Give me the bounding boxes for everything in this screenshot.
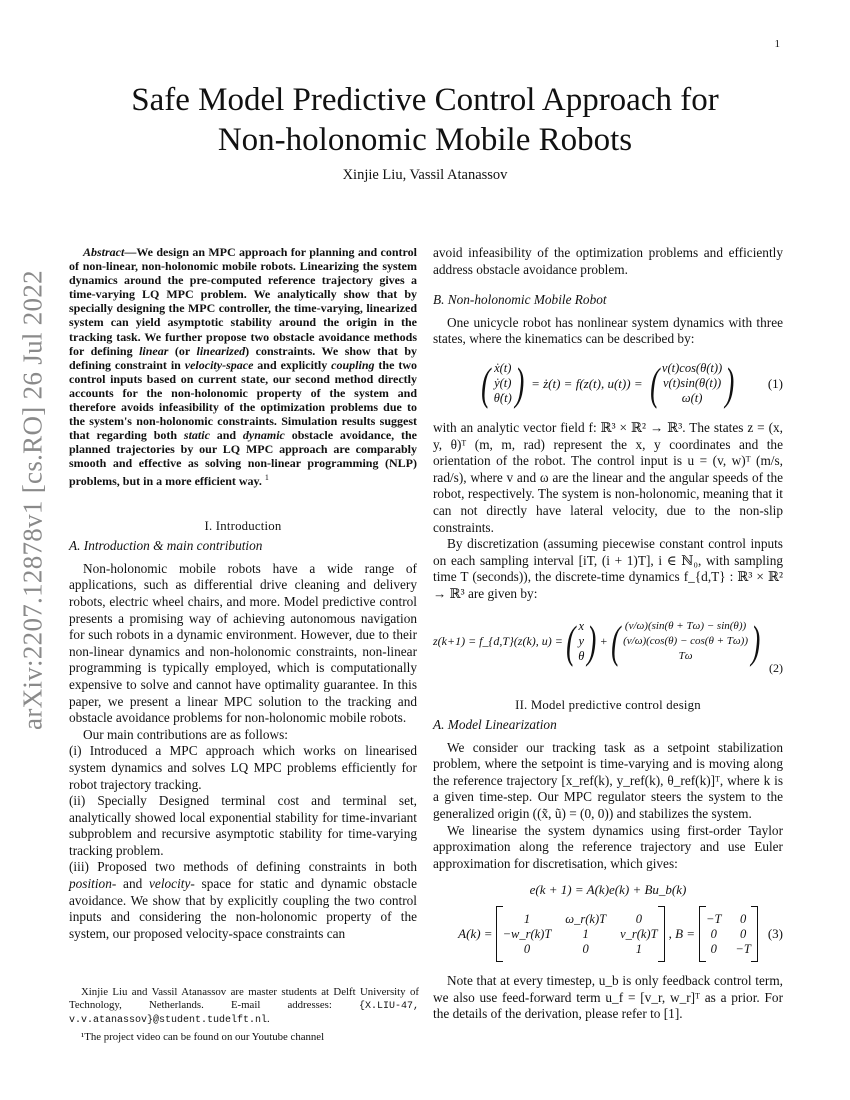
page-number: 1	[774, 38, 780, 50]
equation-3a: e(k + 1) = A(k)e(k) + Bu_b(k)	[529, 882, 687, 898]
matrix-entry: y	[578, 634, 585, 648]
matrix-entry: (v/ω)(sin(θ + Tω) − sin(θ))	[624, 620, 747, 632]
eq2-vector	[578, 619, 584, 664]
contribution-item-1: (i) Introduced a MPC approach which works on linearised system dynamics and solves LQ MPC problems efficiently for robot trajectory tracking.	[69, 743, 417, 792]
robot-paragraph-2: with an analytic vector field f: ℝ³ × ℝ² → ℝ³. The states z = (x, y, θ)ᵀ (m, m, rad) represent the x, y coordinates and the orientation of the robot. The control input is u = (v, w)ᵀ (m/s, rad/s), where v and ω are the linear and the angular speeds of the robot, respectively. The system is non-holonomic, meaning that it can not directly have lateral velocity, due to the non-slip constraints.	[433, 419, 783, 535]
robot-paragraph-3: By discretization (assuming piecewise constant control inputs on each sampling interval [iT, (i + 1)T], i ∈ ℕ₀, with sampling time T (seconds)), the discrete-time dynamics f_{d,T} : ℝ³ × ℝ² → ℝ³ are given by:	[433, 536, 783, 601]
equation-number: (3)	[767, 925, 783, 941]
matrix-entry: 1	[523, 911, 531, 926]
matrix-entry: v_r(k)T	[620, 926, 658, 941]
abstract-label: Abstract	[83, 245, 125, 259]
authors: Xinjie Liu, Vassil Atanassov	[342, 167, 508, 183]
equation-1: ( ẋ(t) ẏ(t) θ̇(t) ) = ż(t) = f(z(t), u(t)) = ( v(t)cos(θ(t)) v(t)sin(θ(t)) ω(t) ) (1)	[481, 357, 783, 409]
continued-text: avoid infeasibility of the optimization problems and efficiently address obstacle avoidance problem.	[433, 245, 783, 277]
linearization-paragraph-3: Note that at every timestep, u_b is only feedback control term, we also use feed-forward term u_f = [v_r, w_r]ᵀ as a prior. For the details of the derivation, please refer to [1].	[433, 973, 783, 1022]
matrix-A	[503, 912, 658, 957]
matrix-entry: 0	[710, 926, 717, 941]
matrix-entry: 0	[739, 911, 747, 926]
matrix-entry: v(t)cos(θ(t))	[661, 361, 723, 376]
email-addresses: {X.LIU-47, v.v.atanassov}@student.tudelft.nl	[69, 1001, 419, 1026]
matrix-B	[706, 912, 751, 957]
subsection-heading: A. Introduction & main contribution	[69, 538, 263, 554]
matrix-entry: 0	[635, 911, 642, 926]
matrix-entry: ẋ(t)	[494, 361, 512, 376]
arxiv-stamp	[17, 270, 48, 730]
abstract: Abstract—We design an MPC approach for planning and control of non-linear, non-holonomic mobile robots. Linearizing the system dynamics around the pre-computed reference trajectory gives a time-varying LQ MPC problem. We analytically show that by specially designing the MPC controller, the time-varying, linearized system can yield asymptotic stability around the origin in the tracking task. We further propose two obstacle avoidance methods for defining linear (or linearized) constraints. We show that by defining constraint in velocity-space and explicitly coupling the two control inputs based on current state, our second method directly accounts for the non-holonomic property of the system and therefore avoids infeasibility of the optimization problems due to the system's non-holonomic constraints. Simulation results suggest that regarding both static and dynamic obstacle avoidance, the planned trajectories by our LQ MPC approach are comparably smooth and effective as solving non-linear programming (NLP) problems, but in a more efficient way. $^1$	[69, 245, 417, 488]
intro-paragraph: Non-holonomic mobile robots have a wide range of applications, such as differential drive cleaning and delivery robots, electric wheel chairs, and more. Model predictive control presents a promising way of achieving autonomous navigation for such robots in a dynamic environment. However, due to their non-linear dynamics and non-holonomic constraints, non-linear programming is typically employed, which is computationally expensive to solve and cannot have optimality guarantee. In this paper, we present a linear MPC solution to the tracking and obstacle avoidance problems for non-holonomic mobile robots.	[69, 560, 417, 726]
equation-2: z(k+1) = f_{d,T}(z(k), u) = ( x y θ ) + ( (v/ω)(sin(θ + Tω) − sin(θ)) (v/ω)(cos(θ) − cos(θ + Tω)) Tω ) (2)	[433, 615, 783, 675]
equation-3: A(k) = 1 ω_r(k)T 0 −w_r(k)T 1 v_r(k)T 0 0 1 , B = −T 0 0 0 0 −T (3)	[433, 905, 783, 963]
matrix-entry: 0	[582, 941, 589, 956]
matrix-entry: Tω	[678, 650, 693, 662]
matrix-entry: 1	[635, 941, 642, 956]
equation-number: (1)	[767, 375, 783, 391]
linearization-paragraph-2: We linearise the system dynamics using first-order Taylor approximation along the reference trajectory and use Euler approximation for discretisation, which gives:	[433, 822, 783, 871]
matrix-entry: −w_r(k)T	[502, 926, 552, 941]
contribution-item-2: (ii) Specially Designed terminal cost and terminal set, analytically showed local exponential stability for time-invariant subproblem and recursive asymptotic stability for time-varying tracking problem.	[69, 793, 417, 858]
eq1-rhs	[662, 361, 722, 406]
matrix-entry: (v/ω)(cos(θ) − cos(θ + Tω))	[623, 635, 748, 647]
matrix-entry: ω(t)	[681, 391, 703, 406]
title-line-2: Non-holonomic Mobile Robots	[217, 122, 633, 158]
footnote-mark: 1	[264, 472, 269, 482]
matrix-entry: 0	[710, 941, 717, 956]
matrix-entry: v(t)sin(θ(t))	[662, 376, 722, 391]
eq2-rhs	[623, 619, 748, 664]
matrix-entry: 0	[523, 941, 531, 956]
matrix-entry: ω_r(k)T	[565, 911, 607, 926]
video-footnote: ¹The project video can be found on our Youtube channel	[81, 1031, 325, 1043]
contributions-intro: Our main contributions are as follows:	[83, 726, 288, 742]
matrix-entry: ẏ(t)	[494, 376, 512, 391]
robot-paragraph-1: One unicycle robot has nonlinear system dynamics with three states, where the kinematics can be described by:	[433, 314, 783, 347]
equation-number: (2)	[769, 660, 783, 675]
matrix-entry: 1	[582, 926, 589, 941]
arxiv-stamp-text: arXiv:2207.12878v1 [cs.RO] 26 Jul 2022	[17, 270, 48, 730]
left-column	[69, 245, 417, 942]
affiliation-footnote: Xinjie Liu and Vassil Atanassov are master students at Delft University of Technology, Netherlands. E-mail addresses: {X.LIU-47, v.v.atanassov}@student.tudelft.nl.	[69, 986, 419, 1026]
matrix-entry: −T	[735, 941, 751, 956]
contribution-item-3: (iii) Proposed two methods of defining constraints in both position- and velocity- space for static and dynamic obstacle avoidance. We show that by explicitly coupling the two control inputs and considering the non-holonomic property of the system, our proposed velocity-space constraints can	[69, 859, 417, 941]
right-column	[433, 245, 783, 1023]
matrix-entry: θ̇(t)	[493, 391, 512, 406]
section-heading-introduction: I. Introduction	[204, 518, 282, 533]
matrix-entry: θ	[578, 649, 585, 663]
matrix-entry: 0	[739, 926, 747, 941]
section-heading-mpc: II. Model predictive control design	[515, 697, 701, 712]
linearization-paragraph-1: We consider our tracking task as a setpoint stabilization problem, where the setpoint is time-varying and is moving along the reference trajectory [x_ref(k), y_ref(k), θ_ref(k)]ᵀ, where k is a given time-step. Our MPC regulator steers the system to the generalized origin ((x̃, ũ) = (0, 0)) and stabilizes the system.	[433, 739, 783, 822]
footnotes	[69, 986, 419, 1044]
subsection-heading-linearization: A. Model Linearization	[433, 717, 557, 733]
matrix-entry: x	[578, 619, 585, 633]
matrix-entry: −T	[706, 911, 722, 926]
eq1-lhs	[494, 361, 512, 406]
title-line-1: Safe Model Predictive Control Approach for	[131, 82, 719, 118]
paper-title	[0, 80, 850, 160]
subsection-heading-robot: B. Non-holonomic Mobile Robot	[433, 292, 607, 308]
